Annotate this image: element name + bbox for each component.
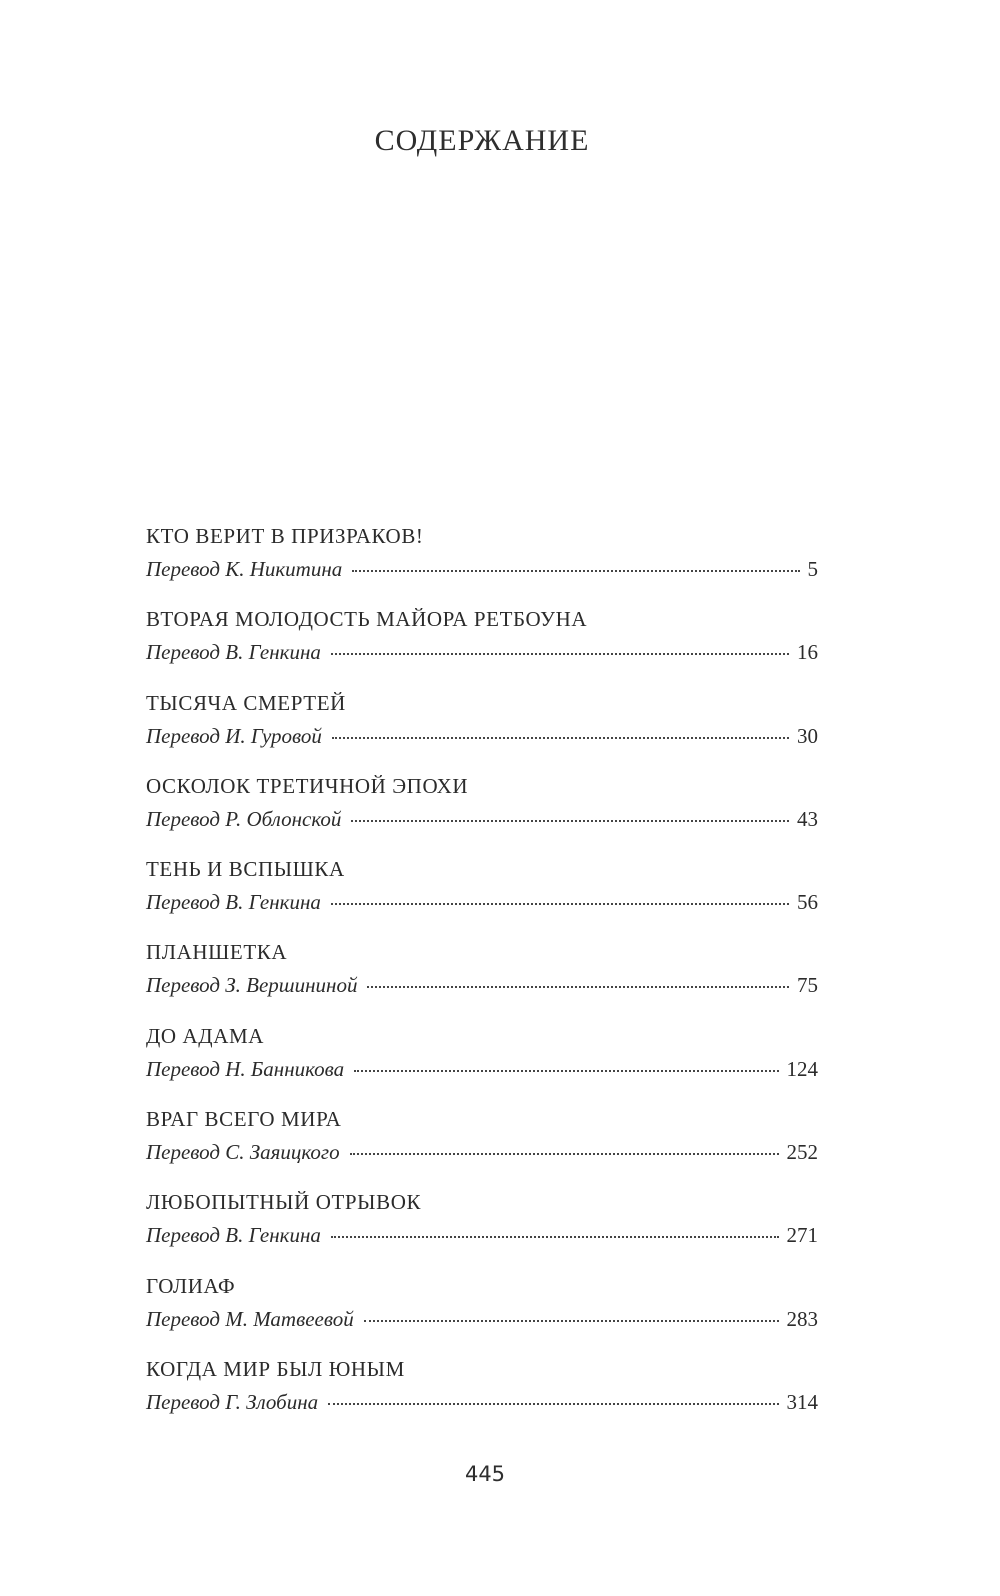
toc-entry-line [146, 970, 818, 1000]
toc-entry-page: 252 [786, 1140, 818, 1165]
toc-entry-line [146, 1054, 818, 1084]
toc-entry-line [146, 554, 818, 584]
dot-leader [328, 1403, 778, 1405]
toc-entry-line [146, 1304, 818, 1334]
toc-entry[interactable] [146, 518, 818, 601]
toc-entry-line [146, 1387, 818, 1417]
toc-entry-line [146, 637, 818, 667]
toc-entry[interactable] [146, 851, 818, 934]
dot-leader [351, 820, 789, 822]
toc-entry-page: 124 [786, 1056, 818, 1081]
toc-entry-title: ОСКОЛОК ТРЕТИЧНОЙ ЭПОХИ [146, 773, 469, 798]
toc-entry-title: ВТОРАЯ МОЛОДОСТЬ МАЙОРА РЕТБОУНА [146, 607, 588, 632]
toc-entry-title: КТО ВЕРИТ В ПРИЗРАКОВ! [146, 524, 424, 548]
toc-entry[interactable] [146, 1184, 818, 1267]
toc-entry[interactable] [146, 685, 818, 768]
toc-entry-title: ТЫСЯЧА СМЕРТЕЙ [146, 690, 346, 715]
toc-entry-title: ВРАГ ВСЕГО МИРА [146, 1107, 342, 1132]
toc-entry-title: ТЕНЬ И ВСПЫШКА [146, 857, 345, 882]
dot-leader [364, 1320, 779, 1322]
toc-entry-title: КОГДА МИР БЫЛ ЮНЫМ [146, 1356, 405, 1381]
toc-entry-title: ДО АДАМА [146, 1023, 265, 1048]
dot-leader [331, 903, 789, 905]
dot-leader [332, 737, 789, 739]
toc-entry-page: 271 [786, 1223, 818, 1248]
toc-entry-page: 56 [797, 890, 818, 915]
toc-entry[interactable] [146, 601, 818, 684]
toc-entry-line [146, 1220, 818, 1250]
toc-entry[interactable] [146, 1351, 818, 1434]
toc-entry-translator: Перевод М. Матвеевой [146, 1306, 354, 1331]
table-of-contents [146, 518, 818, 1434]
toc-entry-line [146, 804, 818, 834]
toc-entry[interactable] [146, 934, 818, 1017]
toc-entry-line [146, 887, 818, 917]
toc-entry-page: 16 [797, 640, 818, 665]
toc-entry-translator: Перевод В. Генкина [146, 640, 321, 665]
page-title: СОДЕРЖАНИЕ [374, 124, 590, 157]
toc-entry-translator: Перевод Г. Злобина [146, 1389, 319, 1414]
toc-entry-translator: Перевод И. Гуровой [146, 723, 322, 748]
toc-entry-translator: Перевод В. Генкина [146, 1223, 321, 1248]
toc-entry-page: 43 [797, 806, 818, 831]
dot-leader [354, 1070, 778, 1072]
dot-leader [331, 653, 789, 655]
toc-entry-title: ЛЮБОПЫТНЫЙ ОТРЫВОК [146, 1190, 422, 1215]
toc-entry-translator: Перевод З. Вершининой [146, 973, 358, 998]
toc-entry-line [146, 721, 818, 751]
toc-entry-title: ГОЛИАФ [146, 1273, 236, 1298]
toc-entry-page: 30 [797, 723, 818, 748]
toc-entry-translator: Перевод Н. Банникова [146, 1056, 345, 1081]
toc-entry-title: ПЛАНШЕТКА [146, 940, 288, 965]
toc-entry-line [146, 1137, 818, 1167]
toc-entry[interactable] [146, 1101, 818, 1184]
toc-entry-translator: Перевод Р. Облонской [146, 806, 342, 831]
dot-leader [350, 1153, 779, 1155]
toc-entry-translator: Перевод В. Генкина [146, 890, 321, 915]
page-number: 445 [464, 1462, 506, 1486]
toc-entry-page: 75 [797, 973, 818, 998]
toc-entry-page: 314 [786, 1389, 818, 1414]
toc-entry[interactable] [146, 1268, 818, 1351]
toc-entry[interactable] [146, 1018, 818, 1101]
dot-leader [367, 986, 789, 988]
dot-leader [352, 570, 799, 572]
dot-leader [331, 1236, 779, 1238]
toc-entry[interactable] [146, 768, 818, 851]
toc-entry-translator: Перевод С. Заяицкого [146, 1140, 340, 1165]
toc-entry-translator: Перевод К. Никитина [146, 557, 343, 581]
toc-entry-page: 283 [786, 1306, 818, 1331]
toc-entry-page: 5 [807, 557, 818, 581]
